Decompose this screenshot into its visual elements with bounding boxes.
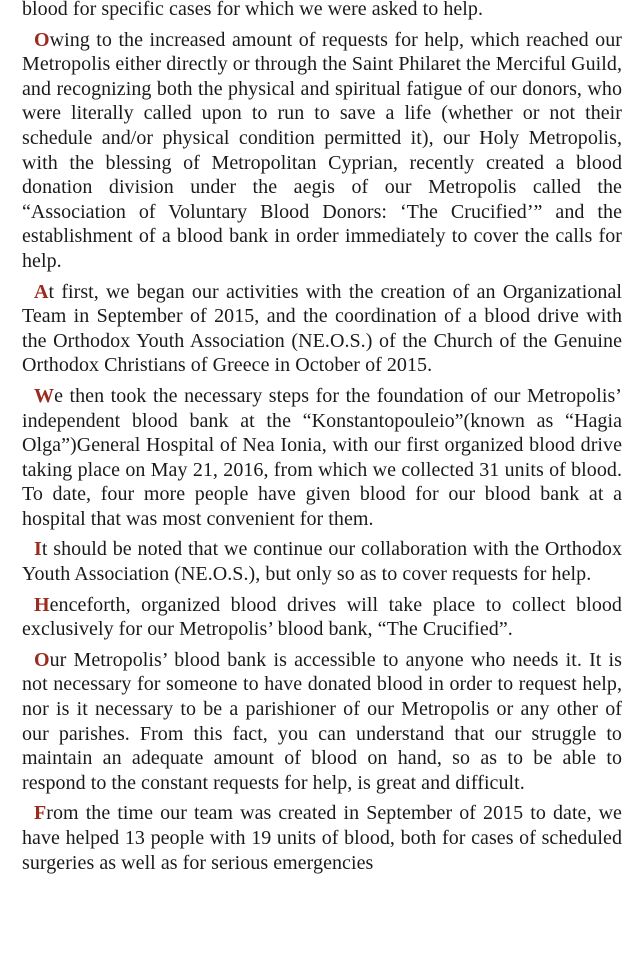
paragraph-continuation	[22, 0, 622, 22]
paragraph-text: t first, we began our activities with the creation of an Organizational Team in September of 2015, and the coordination of a blood drive with the Orthodox Youth Association (NE.O.S.) of the Church of the Genuine Orthodox Christians of Greece in October of 2015.	[22, 280, 622, 377]
paragraph-text: ur Metropolis’ blood bank is accessible to anyone who needs it. It is not necessary for someone to have donated blood in order to request help, nor is it necessary to be a parishioner of our Metropolis or any other of our parishes. From this fact, you can understand that our struggle to maintain an adequate amount of blood on hand, so as to be able to respond to the constant requests for help, is great and difficult.	[22, 648, 622, 794]
paragraph-guild-requests	[22, 28, 622, 274]
paragraph-text: rom the time our team was created in September of 2015 to date, we have helped 13 people with 19 units of blood, both for cases of scheduled surgeries as well as for serious emergencies	[22, 802, 622, 874]
paragraph-text: wing to the increased amount of requests for help, which reached our Metropolis either directly or through the Saint Philaret the Merciful Guild, and recognizing both the physical and spiritual fatigue of our donors, who were literally called upon to run to save a life (whether or not their schedule and/or physical condition permitted it), our Holy Metropolis, with the blessing of Metropolitan Cyprian, recently created a blood donation division under the aegis of our Metropolis called the “Association of Voluntary Blood Donors: ‘The Crucified’” and the establishment of a blood bank in order immediately to cover the calls for help.	[22, 28, 622, 272]
drop-cap: O	[34, 28, 50, 51]
paragraph-blood-bank-foundation	[22, 384, 622, 532]
paragraph-collaboration	[22, 537, 622, 586]
paragraph-text: enceforth, organized blood drives will take place to collect blood exclusively for our Metropolis’ blood bank, “The Crucified”.	[22, 593, 622, 641]
paragraph-henceforth	[22, 593, 622, 642]
drop-cap: I	[34, 538, 42, 561]
drop-cap: A	[34, 280, 49, 303]
paragraph-text: blood for specific cases for which we were asked to help.	[22, 0, 484, 20]
drop-cap: H	[34, 593, 50, 616]
paragraph-text: e then took the necessary steps for the foundation of our Metropolis’ independent blood bank at the “Konstantopouleio”(known as “Hagia Olga”)General Hospital of Nea Ionia, with our first organized blood drive taking place on May 21, 2016, from which we collected 31 units of blood. To date, four more people have given blood for our blood bank at a hospital that was most convenient for them.	[22, 384, 622, 530]
paragraph-first-activities	[22, 280, 622, 378]
drop-cap: W	[34, 384, 55, 407]
paragraph-accessibility	[22, 648, 622, 796]
drop-cap: F	[34, 802, 47, 825]
drop-cap: O	[34, 648, 50, 671]
paragraph-text: t should be noted that we continue our collaboration with the Orthodox Youth Association (NE.O.S.), but only so as to cover requests for help.	[22, 538, 622, 586]
paragraph-results	[22, 801, 622, 875]
